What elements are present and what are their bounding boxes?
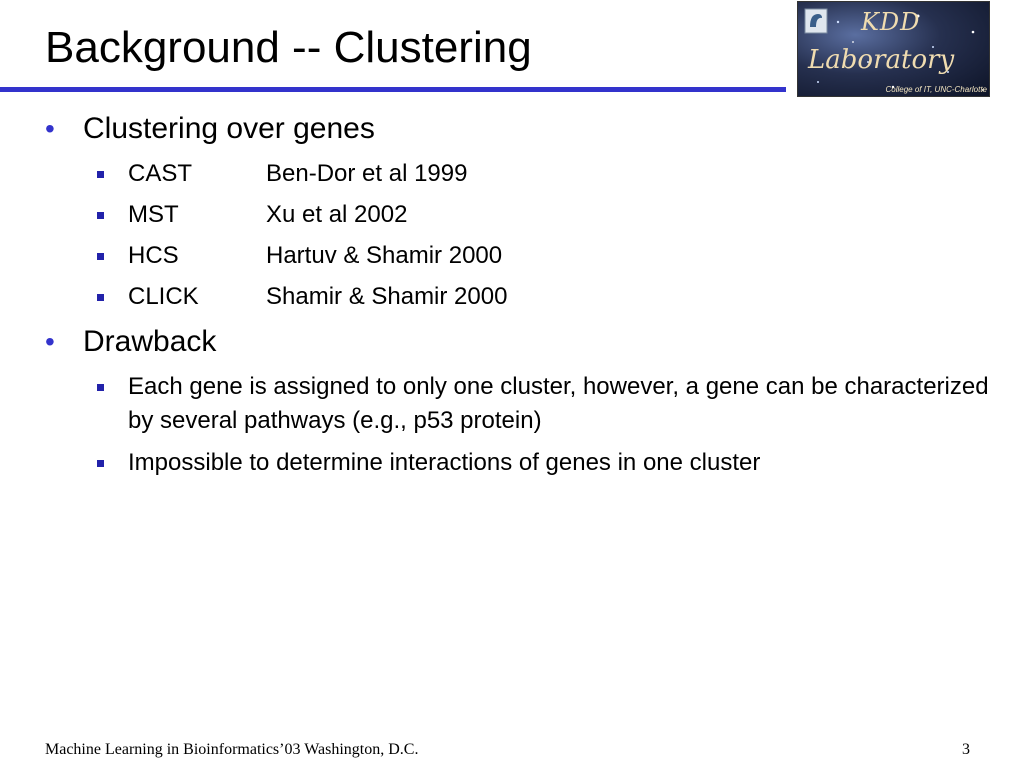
square-bullet-icon <box>97 212 104 219</box>
bullet-dot-icon: • <box>45 326 55 357</box>
drawback-text: Impossible to determine interactions of genes in one cluster <box>128 449 761 476</box>
title-underline <box>0 87 786 92</box>
section-heading: Clustering over genes <box>83 112 375 145</box>
logo-caption: College of IT, UNC-Charlotte <box>885 85 987 94</box>
logo-line-1: KDD <box>861 8 921 36</box>
section-heading: Drawback <box>83 325 217 358</box>
method-reference: Hartuv & Shamir 2000 <box>266 242 503 269</box>
bullet-dot-icon: • <box>45 113 55 144</box>
method-reference: Shamir & Shamir 2000 <box>266 283 508 310</box>
footer-text: Machine Learning in Bioinformatics’03 Washington, D.C. <box>45 741 419 758</box>
square-bullet-icon <box>97 384 104 391</box>
square-bullet-icon <box>97 460 104 467</box>
method-name: CLICK <box>128 283 199 310</box>
method-name: MST <box>128 201 179 228</box>
method-name: HCS <box>128 242 179 269</box>
method-name: CAST <box>128 160 193 187</box>
drawback-text: Each gene is assigned to only one cluster, however, a gene can be characterized by several pathways (e.g., p53 protein) <box>128 373 989 434</box>
kdd-lab-logo <box>797 1 990 97</box>
slide-title: Background -- Clustering <box>45 23 532 72</box>
logo-line-2: Laboratory <box>808 45 955 75</box>
square-bullet-icon <box>97 253 104 260</box>
method-reference: Ben-Dor et al 1999 <box>266 160 468 187</box>
unc-emblem-icon <box>804 8 828 34</box>
square-bullet-icon <box>97 171 104 178</box>
page-number: 3 <box>962 741 970 758</box>
square-bullet-icon <box>97 294 104 301</box>
method-reference: Xu et al 2002 <box>266 201 408 228</box>
